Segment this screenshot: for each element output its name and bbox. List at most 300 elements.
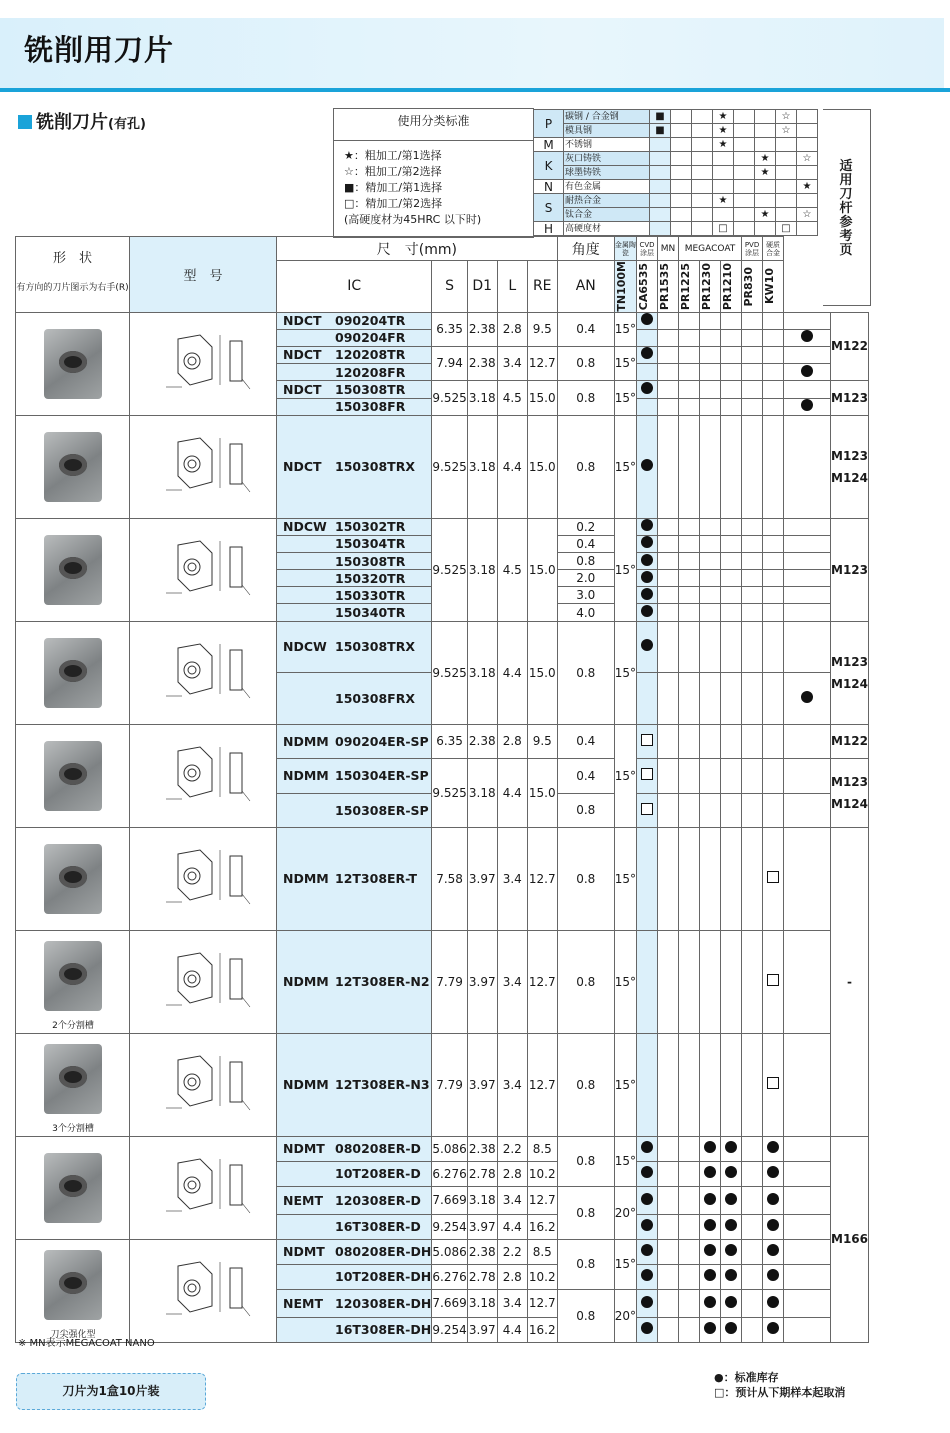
stock-dot — [641, 1322, 653, 1334]
grade-cell — [679, 1136, 700, 1161]
iso-mark — [797, 124, 818, 138]
iso-mark — [755, 194, 776, 208]
dim-col-header: L — [497, 261, 527, 313]
stock-dot — [725, 1322, 737, 1334]
dim-cell: 12.7 — [527, 827, 557, 930]
grade-cell — [658, 1214, 679, 1239]
grade-cell — [679, 1289, 700, 1317]
dim-cell: 9.525 — [432, 381, 467, 416]
grade-cell — [700, 758, 721, 793]
model-cell — [277, 535, 432, 552]
grade-header — [614, 261, 636, 313]
stock-dot — [641, 1244, 653, 1256]
grade-name: TN100M — [614, 261, 628, 312]
model-code: 16T308ER-DH — [335, 1322, 432, 1338]
stock-dot — [767, 1269, 779, 1281]
grade-cell — [721, 1033, 742, 1136]
model-cell — [277, 1264, 432, 1289]
stock-dot — [767, 1141, 779, 1153]
grade-cell — [742, 673, 763, 725]
dim-cell: 15° — [614, 827, 636, 930]
grade-cell — [742, 415, 763, 518]
dim-cell: 15° — [614, 1239, 636, 1289]
grade-cell — [784, 329, 831, 346]
iso-mark: ☆ — [776, 124, 797, 138]
grade-cell — [658, 552, 679, 569]
grade-cell — [700, 552, 721, 569]
insert-drawing — [130, 1033, 277, 1136]
grade-cell — [742, 329, 763, 346]
insert-photo-wrap — [16, 416, 129, 518]
insert-image — [16, 1033, 130, 1136]
iso-mark — [671, 180, 692, 194]
section-suffix: (有孔) — [108, 117, 146, 132]
stock-dot — [641, 554, 653, 566]
stock-dot — [641, 639, 653, 651]
model-cell — [277, 346, 432, 364]
model-prefix: NDCW — [283, 519, 327, 535]
grade-cell — [742, 398, 763, 415]
dim-cell: 20° — [614, 1289, 636, 1342]
grade-cell — [658, 758, 679, 793]
grade-cell — [700, 346, 721, 364]
grade-cell — [637, 621, 658, 673]
grade-cell — [784, 604, 831, 621]
model-code: 10T208ER-DH — [335, 1269, 432, 1285]
dim-cell: 16.2 — [527, 1214, 557, 1239]
grade-cell — [700, 535, 721, 552]
ref-page-value: M123 — [831, 448, 869, 463]
dim-cell: 4.4 — [497, 758, 527, 827]
insert-drawing — [130, 827, 277, 930]
grade-cell — [784, 552, 831, 569]
grade-cell — [742, 930, 763, 1033]
insert-image — [16, 621, 130, 724]
dim-cell: 9.525 — [432, 415, 467, 518]
shape-header-label: 形 状 — [52, 251, 92, 266]
grade-cell — [784, 346, 831, 364]
grade-cell — [637, 758, 658, 793]
iso-mark — [734, 208, 755, 222]
grade-cell — [721, 415, 742, 518]
iso-mark — [650, 180, 671, 194]
ref-page — [831, 827, 869, 1136]
iso-mark: ★ — [713, 194, 734, 208]
model-code: 12T308ER-N2 — [335, 974, 430, 990]
grade-cell — [637, 930, 658, 1033]
grade-name: CA6535 — [637, 262, 651, 310]
dim-cell: 3.4 — [497, 827, 527, 930]
grade-cell — [721, 793, 742, 827]
iso-material: 耐热合金 — [564, 194, 650, 208]
dim-cell: 2.2 — [497, 1239, 527, 1264]
grade-cell — [763, 570, 784, 587]
grade-cell — [721, 570, 742, 587]
model-prefix: NDMT — [283, 1244, 325, 1260]
iso-mark — [671, 124, 692, 138]
dim-cell: 16.2 — [527, 1317, 557, 1342]
grade-cell — [700, 930, 721, 1033]
grade-cell — [742, 518, 763, 535]
stock-dot — [767, 1166, 779, 1178]
iso-letter: K — [534, 152, 564, 180]
dim-cell: 9.525 — [432, 518, 467, 621]
iso-mark — [734, 138, 755, 152]
dim-cell: 7.94 — [432, 346, 467, 381]
dim-cell: 4.5 — [497, 381, 527, 416]
grade-header — [700, 261, 721, 313]
insert-drawing-svg — [130, 729, 276, 819]
iso-mark: ★ — [713, 138, 734, 152]
dim-cell: 15.0 — [527, 381, 557, 416]
grade-cell — [679, 552, 700, 569]
grade-cell — [700, 1214, 721, 1239]
dim-cell: 7.669 — [432, 1186, 467, 1214]
model-code: 150308FRX — [335, 690, 415, 706]
insert-drawing-svg — [130, 317, 276, 407]
insert-image — [16, 518, 130, 621]
grade-cell — [637, 793, 658, 827]
insert-drawing-svg — [130, 420, 276, 510]
grade-cell — [742, 827, 763, 930]
grade-cell — [763, 381, 784, 399]
model-code: 120308ER-D — [335, 1192, 421, 1208]
iso-mark — [671, 152, 692, 166]
insert-photo — [44, 844, 102, 914]
grade-cell — [721, 827, 742, 930]
stock-dot — [704, 1193, 716, 1205]
stock-dot — [641, 588, 653, 600]
iso-mark — [650, 166, 671, 180]
grade-header — [658, 261, 679, 313]
dim-cell: 3.97 — [467, 930, 497, 1033]
angle-header: 角度 — [557, 237, 614, 261]
insert-photo — [44, 638, 102, 708]
iso-mark — [692, 152, 713, 166]
stock-dot — [641, 1269, 653, 1281]
insert-image — [16, 724, 130, 827]
model-code: 150330TR — [335, 587, 406, 603]
grade-cell — [784, 535, 831, 552]
grade-cell — [763, 346, 784, 364]
insert-table — [15, 236, 869, 1343]
grade-group-header: 硬质合金 — [763, 237, 784, 261]
grade-cell — [742, 312, 763, 329]
ref-page-value: M122 — [831, 339, 869, 354]
dim-cell: 3.4 — [497, 1033, 527, 1136]
grade-cell — [700, 827, 721, 930]
grade-cell — [637, 312, 658, 329]
dim-cell: 7.79 — [432, 930, 467, 1033]
dim-cell: 3.4 — [497, 346, 527, 381]
stock-dot — [725, 1244, 737, 1256]
grade-cell — [763, 1289, 784, 1317]
iso-mark — [797, 194, 818, 208]
iso-mark — [671, 194, 692, 208]
cancel-box — [641, 803, 653, 815]
grade-cell — [721, 312, 742, 329]
dim-cell: 15° — [614, 724, 636, 827]
model-code: 150308TRX — [335, 639, 415, 655]
model-cell — [277, 673, 432, 725]
stock-dot — [725, 1141, 737, 1153]
dim-cell: 3.97 — [467, 1214, 497, 1239]
cancel-box — [767, 1077, 779, 1089]
model-code: 150308ER-SP — [335, 802, 429, 818]
grade-cell — [721, 329, 742, 346]
grade-cell — [637, 1033, 658, 1136]
grade-cell — [658, 381, 679, 399]
grade-cell — [658, 827, 679, 930]
grade-cell — [721, 621, 742, 673]
grade-cell — [742, 364, 763, 381]
grade-cell — [658, 1239, 679, 1264]
insert-photo-wrap — [16, 828, 129, 930]
grade-cell — [700, 587, 721, 604]
dim-cell: 3.4 — [497, 1289, 527, 1317]
model-cell — [277, 1317, 432, 1342]
grade-cell — [658, 1033, 679, 1136]
grade-cell — [784, 1033, 831, 1136]
cancel-box — [767, 871, 779, 883]
model-prefix: NDMM — [283, 871, 329, 887]
model-code: 080208ER-D — [335, 1141, 421, 1157]
dim-cell: 3.18 — [467, 415, 497, 518]
ref-page — [831, 758, 869, 827]
grade-cell — [763, 621, 784, 673]
grade-cell — [700, 1289, 721, 1317]
grade-cell — [721, 398, 742, 415]
iso-mark — [671, 222, 692, 236]
grade-cell — [658, 398, 679, 415]
insert-drawing — [130, 1136, 277, 1239]
dim-cell: 0.8 — [557, 930, 614, 1033]
grade-cell — [763, 518, 784, 535]
iso-letter: H — [534, 222, 564, 236]
grade-cell — [679, 1186, 700, 1214]
stock-dot — [641, 605, 653, 617]
dim-cell: 2.38 — [467, 346, 497, 381]
grade-cell — [784, 398, 831, 415]
grade-name: PR1225 — [679, 262, 693, 310]
dim-col-header: IC — [277, 261, 432, 313]
dim-cell: 6.276 — [432, 1264, 467, 1289]
iso-mark — [692, 194, 713, 208]
grade-cell — [763, 1186, 784, 1214]
grade-cell — [658, 570, 679, 587]
dim-cell: 15.0 — [527, 621, 557, 724]
grade-cell — [679, 518, 700, 535]
dim-cell: 9.5 — [527, 724, 557, 758]
grade-cell — [700, 312, 721, 329]
grade-cell — [784, 1136, 831, 1161]
dim-col-header: S — [432, 261, 467, 313]
dim-cell: 0.8 — [557, 552, 614, 569]
grade-cell — [742, 1186, 763, 1214]
ref-page-value: - — [847, 974, 852, 989]
insert-photo — [44, 432, 102, 502]
stock-dot — [704, 1219, 716, 1231]
standard-item: ☆：粗加工/第2选择 — [344, 165, 442, 178]
grade-cell — [763, 930, 784, 1033]
dim-cell: 7.58 — [432, 827, 467, 930]
grade-cell — [784, 724, 831, 758]
dim-cell: 6.35 — [432, 724, 467, 758]
grade-cell — [700, 1136, 721, 1161]
iso-mark — [755, 222, 776, 236]
stock-dot — [767, 1322, 779, 1334]
stock-dot — [767, 1296, 779, 1308]
stock-dot — [641, 1296, 653, 1308]
grade-cell — [658, 604, 679, 621]
ref-page-value: M122 — [831, 734, 869, 749]
stock-dot — [704, 1244, 716, 1256]
model-code: 150304ER-SP — [335, 768, 429, 784]
dim-cell: 3.18 — [467, 1289, 497, 1317]
ref-page-value: M124 — [831, 796, 869, 811]
iso-mark — [734, 194, 755, 208]
iso-material: 不锈钢 — [564, 138, 650, 152]
dim-cell: 3.18 — [467, 758, 497, 827]
dim-cell: 15.0 — [527, 518, 557, 621]
model-cell — [277, 793, 432, 827]
grade-cell — [679, 570, 700, 587]
grade-cell — [637, 827, 658, 930]
dim-cell: 2.8 — [497, 1161, 527, 1186]
stock-dot — [641, 1141, 653, 1153]
grade-header — [721, 261, 742, 313]
model-cell — [277, 1239, 432, 1264]
insert-image — [16, 827, 130, 930]
insert-image — [16, 312, 130, 415]
grade-cell — [763, 724, 784, 758]
grade-cell — [679, 673, 700, 725]
insert-drawing — [130, 415, 277, 518]
grade-cell — [679, 724, 700, 758]
grade-cell — [679, 758, 700, 793]
stock-dot — [725, 1193, 737, 1205]
dim-cell: 15° — [614, 346, 636, 381]
grade-cell — [700, 381, 721, 399]
cancel-box — [641, 734, 653, 746]
dim-cell: 0.8 — [557, 1136, 614, 1186]
grade-cell — [784, 793, 831, 827]
grade-name: PR1230 — [700, 262, 714, 310]
insert-drawing-svg — [130, 1141, 276, 1231]
grade-cell — [679, 827, 700, 930]
grade-cell — [637, 724, 658, 758]
insert-drawing — [130, 518, 277, 621]
ref-page-value: M123 — [831, 654, 869, 669]
dim-cell: 0.8 — [557, 1033, 614, 1136]
dim-cell: 2.38 — [467, 724, 497, 758]
grade-cell — [763, 673, 784, 725]
iso-mark — [692, 138, 713, 152]
dim-cell: 15° — [614, 1136, 636, 1186]
iso-letter: P — [534, 110, 564, 138]
dim-cell: 5.086 — [432, 1136, 467, 1161]
grade-cell — [679, 346, 700, 364]
grade-cell — [700, 1033, 721, 1136]
dim-cell: 3.18 — [467, 1186, 497, 1214]
insert-drawing — [130, 621, 277, 724]
legend-standard: ●：标准库存 — [714, 1371, 779, 1384]
grade-cell — [784, 570, 831, 587]
grade-cell — [658, 346, 679, 364]
iso-mark — [713, 208, 734, 222]
model-cell — [277, 930, 432, 1033]
grade-cell — [700, 518, 721, 535]
model-cell — [277, 1289, 432, 1317]
iso-mark — [650, 194, 671, 208]
dim-cell: 3.4 — [497, 930, 527, 1033]
model-cell — [277, 1214, 432, 1239]
cancel-box — [641, 768, 653, 780]
dim-cell: 3.97 — [467, 1317, 497, 1342]
model-code: 12T308ER-N3 — [335, 1077, 430, 1093]
iso-mark — [650, 222, 671, 236]
iso-mark — [713, 166, 734, 180]
iso-mark — [734, 222, 755, 236]
grade-cell — [658, 673, 679, 725]
grade-cell — [637, 398, 658, 415]
grade-cell — [658, 930, 679, 1033]
grade-cell — [784, 518, 831, 535]
stock-dot — [641, 519, 653, 531]
grade-cell — [721, 518, 742, 535]
grade-cell — [637, 1289, 658, 1317]
dim-cell: 12.7 — [527, 1289, 557, 1317]
grade-cell — [763, 1239, 784, 1264]
shape-header-note: 有方向的刀片图示为右手(R) — [16, 283, 129, 293]
grade-cell — [784, 1264, 831, 1289]
model-code: 16T308ER-D — [335, 1219, 421, 1235]
grade-cell — [700, 1317, 721, 1342]
model-code: 150308TR — [335, 381, 406, 397]
stock-dot — [704, 1269, 716, 1281]
grade-cell — [700, 364, 721, 381]
dim-cell: 2.78 — [467, 1161, 497, 1186]
grade-cell — [700, 724, 721, 758]
model-cell — [277, 1161, 432, 1186]
model-cell — [277, 312, 432, 329]
grade-header — [679, 261, 700, 313]
standard-item: ★：粗加工/第1选择 — [344, 149, 442, 162]
insert-image — [16, 1136, 130, 1239]
grade-cell — [658, 1186, 679, 1214]
dim-cell: 12.7 — [527, 1186, 557, 1214]
dim-cell: 4.0 — [557, 604, 614, 621]
grade-cell — [679, 1264, 700, 1289]
grade-cell — [637, 518, 658, 535]
grade-cell — [658, 1317, 679, 1342]
iso-mark: ★ — [755, 208, 776, 222]
iso-mark — [692, 124, 713, 138]
insert-drawing-svg — [130, 1244, 276, 1334]
grade-cell — [658, 621, 679, 673]
grade-cell — [679, 312, 700, 329]
iso-mark — [755, 180, 776, 194]
stock-dot — [801, 691, 813, 703]
grade-cell — [763, 1161, 784, 1186]
iso-mark — [692, 110, 713, 124]
iso-material: 球墨铸铁 — [564, 166, 650, 180]
grade-cell — [784, 312, 831, 329]
iso-mark — [734, 110, 755, 124]
dim-cell: 2.78 — [467, 1264, 497, 1289]
stock-dot — [767, 1244, 779, 1256]
grade-cell — [637, 587, 658, 604]
